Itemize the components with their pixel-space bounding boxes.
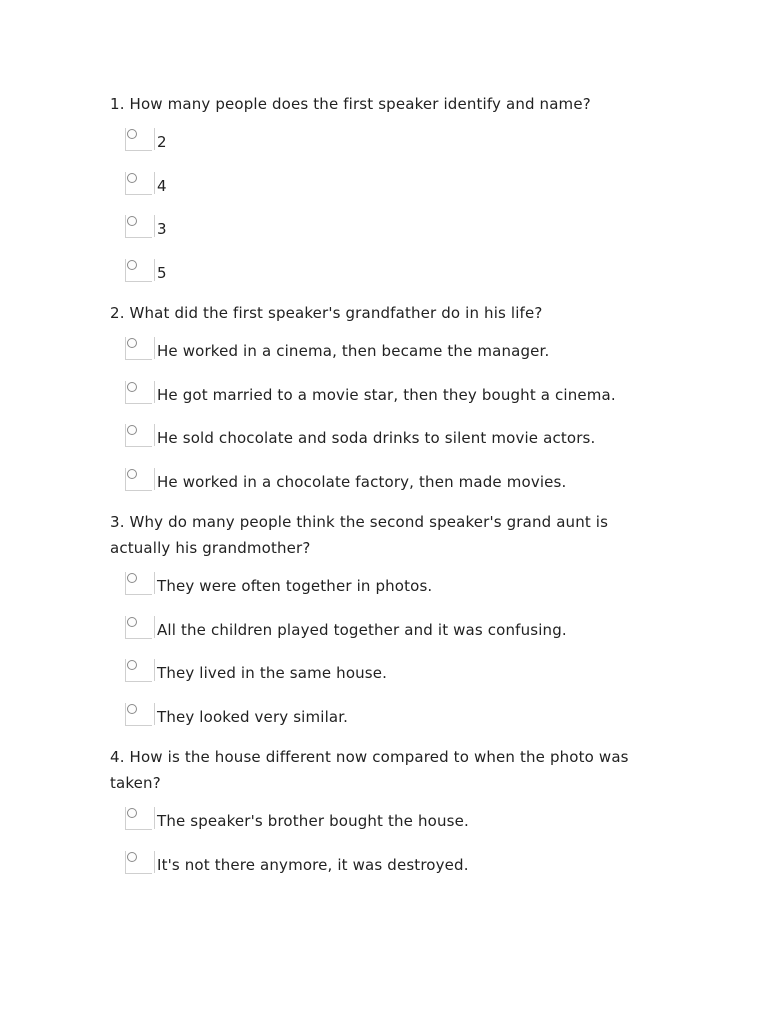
answer-label: 2 <box>157 133 167 151</box>
radio-circle-icon <box>127 852 137 862</box>
answer-label: He got married to a movie star, then they bought a cinema. <box>157 385 616 404</box>
answer-option[interactable] <box>110 701 670 745</box>
answer-label: It's not there anymore, it was destroyed. <box>157 855 469 874</box>
question-2 <box>110 300 670 509</box>
answer-label: He worked in a chocolate factory, then made movies. <box>157 472 567 491</box>
question-4 <box>110 744 670 892</box>
answer-label: 3 <box>157 220 167 238</box>
radio-button[interactable] <box>125 658 150 680</box>
answer-label: All the children played together and it was confusing. <box>157 620 567 639</box>
answer-label: They were often together in photos. <box>157 577 433 595</box>
radio-circle-icon <box>127 704 137 714</box>
question-1 <box>110 91 670 300</box>
question-3 <box>110 509 670 744</box>
quiz <box>110 91 670 892</box>
radio-circle-icon <box>127 216 137 226</box>
answer-option[interactable] <box>110 466 670 510</box>
radio-circle-icon <box>127 660 137 670</box>
radio-circle-icon <box>127 338 137 348</box>
answer-label: They lived in the same house. <box>157 664 388 682</box>
answer-label: He worked in a cinema, then became the manager. <box>157 342 550 360</box>
answer-option[interactable] <box>110 335 670 379</box>
answer-label: They looked very similar. <box>157 707 349 726</box>
answer-label: 5 <box>157 263 167 282</box>
answer-option[interactable] <box>110 657 670 701</box>
answer-options <box>110 805 670 892</box>
answer-option[interactable] <box>110 170 670 214</box>
answer-option[interactable] <box>110 849 670 893</box>
answer-option[interactable] <box>110 422 670 466</box>
answer-option[interactable] <box>110 213 670 257</box>
answer-options <box>110 126 670 300</box>
answer-option[interactable] <box>110 379 670 423</box>
radio-button[interactable] <box>125 702 150 724</box>
radio-button[interactable] <box>125 615 150 637</box>
radio-button[interactable] <box>125 258 150 280</box>
radio-button[interactable] <box>125 336 150 358</box>
answer-option[interactable] <box>110 257 670 301</box>
radio-button[interactable] <box>125 214 150 236</box>
radio-button[interactable] <box>125 171 150 193</box>
answer-option[interactable] <box>110 614 670 658</box>
radio-circle-icon <box>127 469 137 479</box>
question-text: 1. How many people does the first speaker identify and name? <box>110 95 591 113</box>
question-text: 3. Why do many people think the second speaker's grand aunt is actually his grandmother? <box>110 513 609 557</box>
radio-button[interactable] <box>125 571 150 593</box>
answer-option[interactable] <box>110 570 670 614</box>
answer-options <box>110 570 670 744</box>
radio-circle-icon <box>127 617 137 627</box>
radio-button[interactable] <box>125 380 150 402</box>
radio-button[interactable] <box>125 423 150 445</box>
answer-options <box>110 335 670 509</box>
answer-label: The speaker's brother bought the house. <box>157 812 469 830</box>
answer-label: He sold chocolate and soda drinks to silent movie actors. <box>157 429 596 447</box>
radio-circle-icon <box>127 260 137 270</box>
answer-label: 4 <box>157 176 167 195</box>
radio-button[interactable] <box>125 467 150 489</box>
answer-option[interactable] <box>110 805 670 849</box>
radio-circle-icon <box>127 573 137 583</box>
radio-circle-icon <box>127 425 137 435</box>
radio-circle-icon <box>127 382 137 392</box>
radio-button[interactable] <box>125 850 150 872</box>
question-text: 2. What did the first speaker's grandfather do in his life? <box>110 304 543 322</box>
answer-option[interactable] <box>110 126 670 170</box>
radio-circle-icon <box>127 173 137 183</box>
question-text: 4. How is the house different now compared to when the photo was taken? <box>110 748 629 792</box>
radio-button[interactable] <box>125 127 150 149</box>
radio-circle-icon <box>127 129 137 139</box>
radio-button[interactable] <box>125 806 150 828</box>
radio-circle-icon <box>127 808 137 818</box>
